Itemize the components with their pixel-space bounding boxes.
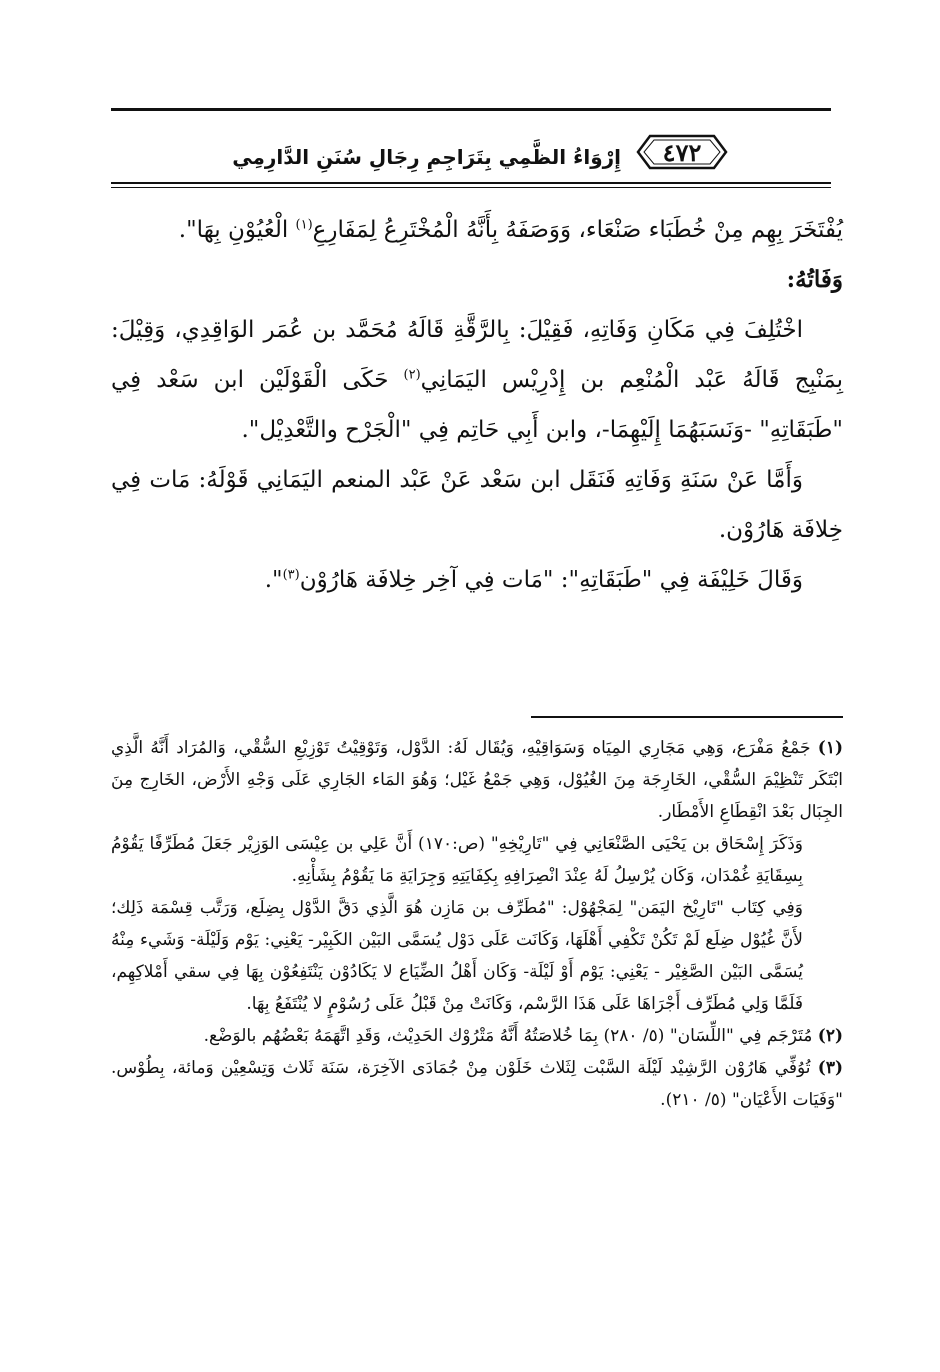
header-rule-bottom-thin	[111, 187, 831, 188]
header-rule-bottom	[111, 182, 831, 184]
footnote-2-number: (٢)	[817, 1026, 843, 1046]
running-title: إِرْوَاءُ الظَّمِي بِتَرَاجِمِ رِجَالِ سُنَنِ الدَّارِمِي	[232, 145, 621, 169]
body-paragraph-3	[111, 555, 843, 605]
header-rule-top	[111, 108, 831, 111]
footnotes	[111, 732, 843, 1116]
body-paragraph-3-text: وَقَالَ خَلِيْفَة فِي "طَبَقَاتِهِ": "مَات فِي آخِر خِلافَة هَارُوْن	[299, 567, 803, 593]
body-line-1-end: الْعُيُوْنِ بِهَا".	[178, 217, 296, 243]
body-paragraph-2: وَأَمَّا عَنْ سَنَةِ وَفَاتِهِ فَنَقَل ابن سَعْد عَنْ عَبْد المنعم اليَمَانِي قَوْلَهُ: مَات فِي خِلافَة هَارُوْن.	[111, 467, 843, 543]
footnote-1-text: جَمْعُ مَفْرَع، وَهِي مَجَارِي المِيَاه وَسَوَاقِيْهِ، وَيُقَال لَهُ: الدَّوْل، وَتَوْقِيْتُ تَوْزِيْعِ السُّقْي، وَالمُرَاد أَنَّهُ الَّذِي ابْتَكَر تَنْظِيْمَ السُّقْي، الخَارِجَة مِنَ الغُيُوْل، وَهِي جَمْعُ غَيْل؛ وَهُوَ المَاء الجَارِي عَلَى وَجْهِ الأَرْض، الخَارِج مِنَ الجِبَال بَعْدَ انْقِطَاعِ الأَمْطَار.	[111, 738, 843, 822]
body-paragraph-3-end: ".	[264, 567, 283, 593]
footnote-ref-2: (٢)	[403, 367, 421, 383]
footnote-3-number: (٣)	[817, 1058, 843, 1078]
body-paragraph-1-end: حَكَى الْقَوْلَيْن ابن سَعْد فِي "طَبَقَاتِهِ" -وَنَسَبَهُمَا إِلَيْهِمَا-، وابن أَبِي حَاتِم فِي "الْجَرْح والتَّعْدِيْل".	[111, 367, 843, 443]
footnote-2-text: مُتَرْجَم فِي "اللِّسَان" (٥/ ٢٨٠) بِمَا خُلاصَتُهُ أَنَّهُ مَتْرُوْك الحَدِيْث، وَقَدِ اتَّهَمَهُ بَعْضُهُم بالوَضْع.	[203, 1026, 813, 1046]
page-number: ٤٧٢	[662, 137, 702, 167]
footnote-1	[111, 732, 843, 828]
footnote-separator	[531, 716, 843, 718]
body-line-1	[111, 205, 843, 255]
footnote-1-paragraph-2: وَذَكَرَ إِسْحَاق بن يَحْيَى الصَّنْعَانِي فِي "تَارِيْخِهِ" (ص:١٧٠) أَنَّ عَلِي بن عِيْسَى الوَزِيْر جَعَلَ مُطَرِّفًا يَقُوْمُ بِسِقَايَةِ غُمْدَان، وَكَان يُرْسِلُ لَهُ عِنْدَ انْصِرَافِهِ بِكِفَايَتِهِ وَجِرَايَةِ مَا يَقُوْمُ بِشَأْنِهِ.	[111, 834, 803, 886]
footnote-ref-1: (١)	[295, 217, 313, 233]
body-paragraph-1-text: اخْتُلِفَ فِي مَكَانِ وَفَاتِهِ، فَقِيْلَ: بِالرَّقَّةِ قَالَهُ مُحَمَّد بن عُمَر الوَاقِدِي، وَقِيْلَ: بِمَنْبِج قَالَهُ عَبْد الْمُنْعِم بن إِدْرِيْس اليَمَانِي	[111, 317, 843, 393]
body-line-1-text: يُفْتَخَرَ بِهِم مِنْ خُطَبَاء صَنْعَاء، وَوَصَفَهُ بِأَنَّهُ الْمُخْتَرِعُ لِمَفَارِعِ	[312, 217, 843, 243]
footnote-2	[111, 1020, 843, 1052]
footnote-1-paragraph-3: وَفِي كِتَاب "تَارِيْخ اليَمَن" لِمَجْهُوْل: "مُطَرِّف بن مَازِن هُوَ الَّذِي دَقَّ الدَّوْل بِضِلَع، وَرَتَّب قِسْمَة ذَلِك؛ لأَنَّ غُيُوْل ضِلَع لَمْ تَكُنْ تَكْفِي أَهْلَهَا، وَكَانَت عَلَى دَوْل يُسَمَّى البَيْن الكَبِيْر- يَعْنِي: يَوْم وَلَيْلَة- وَشَيء مِنْهُ يُسَمَّى البَيْن الصَّغِيْر - يَعْنِي: يَوْم أَوْ لَيْلَة- وَكَان أَهْلُ الضِّيَاع لا يَكَادُوْن يَنْتَفِعُوْن بِهَا فِي سقي أَمْلاكِهِم، فَلَمَّا وَلِي مُطَرِّف أَجْرَاهَا عَلَى هَذَا الرَّسْم، وَكَانَتْ مِنْ قَبْلُ عَلَى رُسُوْمٍ لا يُنْتَفَعُ بِهَا.	[111, 898, 803, 1014]
main-text	[111, 205, 843, 605]
footnote-3	[111, 1052, 843, 1116]
footnote-ref-3: (٣)	[282, 567, 300, 583]
body-paragraph-1	[111, 305, 843, 455]
footnote-3-text: تُوُفِّي هَارُوْن الرَّشِيْد لَيْلَة السَّبْت لِثَلاث خَلَوْن مِنْ جُمَادَى الآخِرَة، سَنَة ثَلاث وَتِسْعِيْن وَمائة، بِطُوْس. "وَفَيَات الأَعْيَان" (٥/ ٢١٠).	[111, 1058, 843, 1110]
section-heading: وَفَاتُهُ:	[786, 266, 843, 293]
footnote-1-number: (١)	[817, 738, 844, 758]
